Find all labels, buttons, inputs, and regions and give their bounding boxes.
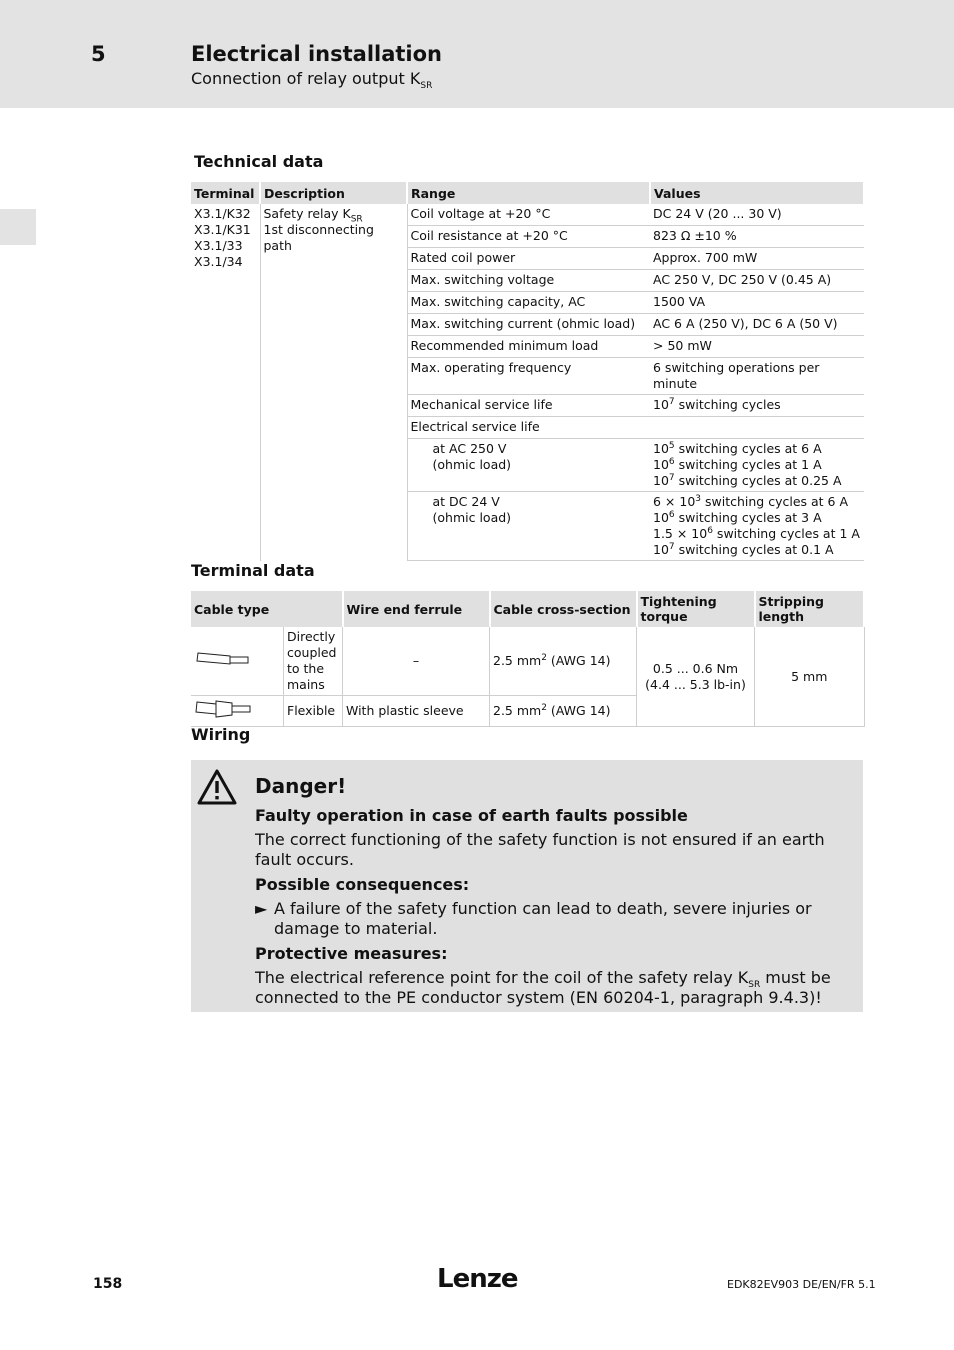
consequence-text: A failure of the safety function can lead to death, severe injuries or damage to material. [274, 899, 812, 938]
chapter-title: Electrical installation [191, 42, 442, 66]
column-header: Terminal [191, 182, 260, 204]
value-cell: DC 24 V (20 ... 30 V) [650, 204, 864, 226]
description-cell: Safety relay $K_{SR}$ 1st disconnecting path [260, 204, 407, 561]
ferrule-cell: With plastic sleeve [343, 696, 490, 727]
technical-data-heading: Technical data [194, 152, 324, 171]
value-cell: $10^5$ switching cycles at 6 A $10^6$ switching cycles at 1 A $10^7$ switching cycles at 0.25 A [650, 439, 864, 492]
cable-type-cell: Flexible [284, 696, 343, 727]
value-cell: $6 \times 10^3$ switching cycles at 6 A $10^6$ switching cycles at 3 A $1.5 \times 10^6$ switching cycles at 1 A $10^7$ switching cycles at 0.1 A [650, 492, 864, 561]
table-header-row [191, 591, 864, 627]
measures-label: Protective measures: [255, 944, 448, 963]
wire-end-icon [194, 647, 254, 671]
value-cell: AC 250 V, DC 250 V (0.45 A) [650, 270, 864, 292]
value-cell: 1500 VA [650, 292, 864, 314]
column-header: Tightening torque [637, 591, 755, 627]
range-cell: Recommended minimum load [407, 336, 650, 358]
column-header: Stripping length [755, 591, 865, 627]
value-cell: 823 Ω ±10 % [650, 226, 864, 248]
table-header-row [191, 182, 864, 204]
column-header: Cable cross-section [490, 591, 637, 627]
range-cell: at DC 24 V (ohmic load) [407, 492, 650, 561]
stripping-cell: 5 mm [755, 627, 865, 727]
ferrule-sleeve-icon [194, 698, 254, 720]
range-cell: Max. switching voltage [407, 270, 650, 292]
danger-subtitle: Faulty operation in case of earth faults possible [255, 806, 688, 825]
cross-section-cell: 2.5 $mm^2$ (AWG 14) [490, 696, 637, 727]
danger-text: The correct functioning of the safety function is not ensured if an earth fault occurs. [255, 830, 825, 869]
table-row [191, 204, 864, 226]
range-cell: Electrical service life [407, 417, 864, 439]
value-cell: AC 6 A (250 V), DC 6 A (50 V) [650, 314, 864, 336]
cable-image-cell [191, 627, 284, 696]
table-row [191, 627, 864, 696]
cable-type-cell: Directly coupled to the mains [284, 627, 343, 696]
value-cell: > 50 mW [650, 336, 864, 358]
torque-cell: 0.5 ... 0.6 Nm (4.4 ... 5.3 lb-in) [637, 627, 755, 727]
consequences-label: Possible consequences: [255, 875, 470, 894]
range-cell: Max. switching capacity, AC [407, 292, 650, 314]
chapter-subtitle: Connection of relay output $K_{SR}$ [191, 69, 433, 92]
value-cell: $10^7$ switching cycles [650, 395, 864, 417]
side-tab [0, 209, 36, 245]
wiring-heading: Wiring [191, 725, 251, 744]
chapter-number: 5 [91, 42, 106, 66]
range-cell: Max. switching current (ohmic load) [407, 314, 650, 336]
warning-triangle-icon [196, 768, 238, 806]
page-number: 158 [93, 1276, 123, 1292]
terminal-data-table [191, 591, 865, 727]
danger-box [191, 760, 863, 1012]
cable-image-cell [191, 696, 284, 727]
range-cell: Coil voltage at +20 °C [407, 204, 650, 226]
page-header [0, 0, 954, 108]
consequence-item [255, 899, 851, 939]
value-cell: 6 switching operations per minute [650, 358, 864, 395]
bullet-icon: ► [255, 899, 268, 918]
terminal-data-heading: Terminal data [191, 561, 315, 580]
technical-data-table [191, 182, 865, 561]
ferrule-cell: – [343, 627, 490, 696]
column-header: Cable type [191, 591, 343, 627]
terminal-cell: X3.1/K32 X3.1/K31 X3.1/33 X3.1/34 [191, 204, 260, 561]
measures-text: The electrical reference point for the coil of the safety relay $K_{SR}$ must be connected to the PE conductor system (EN 60204-1, paragraph 9.4.3)! [255, 968, 831, 1007]
range-cell: at AC 250 V (ohmic load) [407, 439, 650, 492]
document-id: EDK82EV903 DE/EN/FR 5.1 [727, 1278, 876, 1291]
range-cell: Coil resistance at +20 °C [407, 226, 650, 248]
column-header: Values [650, 182, 864, 204]
column-header: Range [407, 182, 650, 204]
lenze-logo: Lenze [437, 1264, 518, 1294]
column-header: Wire end ferrule [343, 591, 490, 627]
cross-section-cell: 2.5 $mm^2$ (AWG 14) [490, 627, 637, 696]
range-cell: Mechanical service life [407, 395, 650, 417]
range-cell: Max. operating frequency [407, 358, 650, 395]
danger-title: Danger! [255, 774, 347, 798]
range-cell: Rated coil power [407, 248, 650, 270]
column-header: Description [260, 182, 407, 204]
value-cell: Approx. 700 mW [650, 248, 864, 270]
